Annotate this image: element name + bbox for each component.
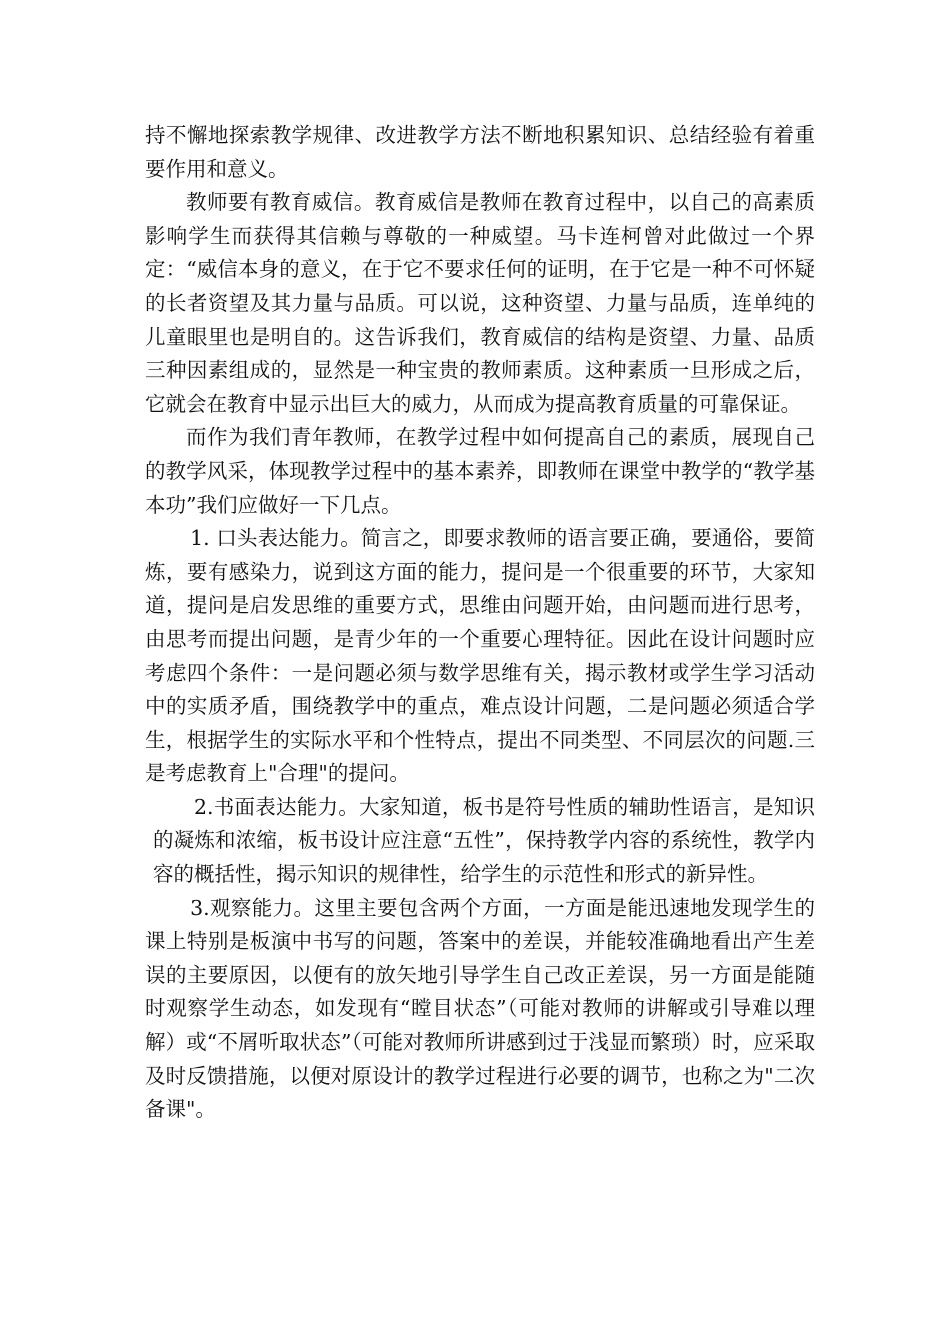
paragraph-observation-ability: 3.观察能力。这里主要包含两个方面，一方面是能迅速地发现学生的课上特别是板演中书写的问题，答案中的差误，并能较准确地看出产生差误的主要原因，以便有的放矢地引导学生自己改正差误，另一方面是能随时观察学生动态，如发现有“瞠目状态”（可能对教师的讲解或引导难以理解）或“不屑听取状态”（可能对教师所讲感到过于浅显而繁琐）时，应采取及时反馈措施，以便对原设计的教学过程进行必要的调节，也称之为"二次备课"。 (145, 895, 815, 1122)
paragraph-continuation: 持不懈地探索教学规律、改进教学方法不断地积累知识、总结经验有着重要作用和意义。 (145, 123, 815, 181)
paragraph-written-expression: 2.书面表达能力。大家知道，板书是符号性质的辅助性语言，是知识的凝炼和浓缩，板书设计应注意“五性”，保持教学内容的系统性，教学内容的概括性，揭示知识的规律性，给学生的示范性和形式的新异性。 (153, 794, 815, 887)
paragraph-teacher-authority: 教师要有教育威信。教育威信是教师在教育过程中，以自己的高素质影响学生而获得其信赖与尊敬的一种威望。马卡连柯曾对此做过一个界定：“威信本身的意义，在于它不要求任何的证明，在于它是一种不可怀疑的长者资望及其力量与品质。可以说，这种资望、力量与品质，连单纯的儿童眼里也是明自的。这告诉我们，教育威信的结构是资望、力量、品质三种因素组成的，显然是一种宝贵的教师素质。这种素质一旦形成之后，它就会在教育中显示出巨大的威力，从而成为提高教育质量的可靠保证。 (145, 190, 815, 416)
paragraph-oral-expression: 1. 口头表达能力。简言之，即要求教师的语言要正确，要通俗，要简炼，要有感染力，说到这方面的能力，提问是一个很重要的环节，大家知道，提问是启发思维的重要方式，思维由问题开始，由问题而进行思考，由思考而提出问题，是青少年的一个重要心理特征。因此在设计问题时应考虑四个条件：一是问题必须与数学思维有关，揭示教材或学生学习活动中的实质矛盾，围绕教学中的重点，难点设计问题，二是问题必须适合学生，根据学生的实际水平和个性特点，提出不同类型、不同层次的问题.三是考虑教育上"合理"的提问。 (145, 526, 815, 786)
document-body (145, 119, 815, 1127)
paragraph-young-teachers: 而作为我们青年教师，在教学过程中如何提高自己的素质，展现自己的教学风采，体现教学过程中的基本素养，即教师在课堂中教学的“教学基本功”我们应做好一下几点。 (145, 425, 815, 517)
